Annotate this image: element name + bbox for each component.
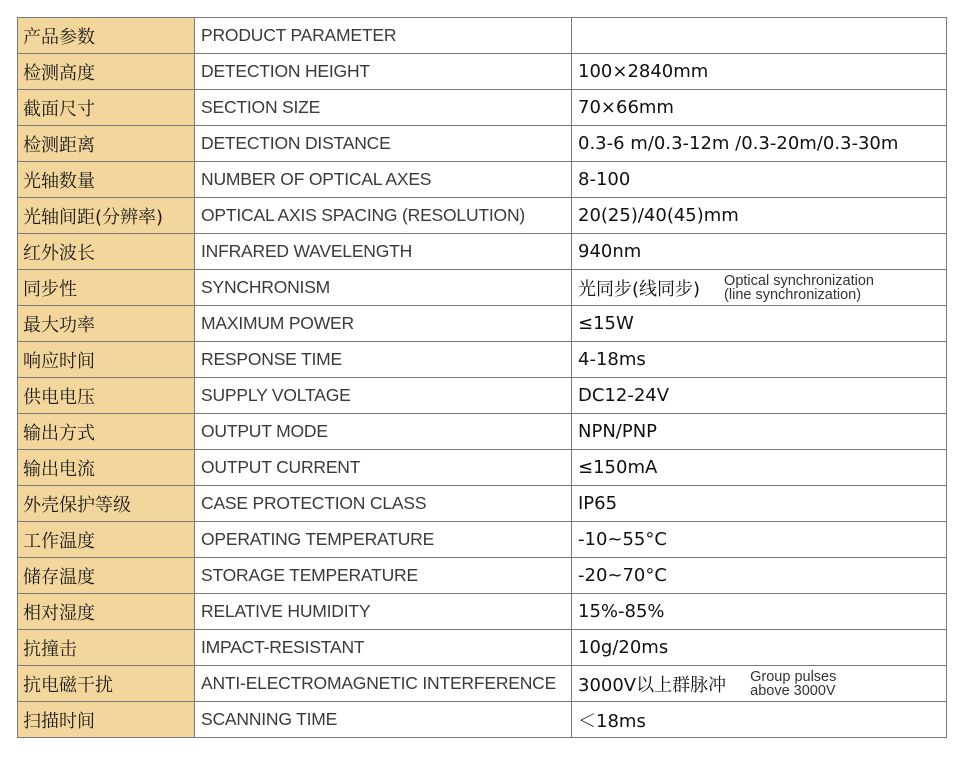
table-row	[18, 234, 947, 270]
param-en: IMPACT-RESISTANT	[195, 630, 572, 666]
table-row	[18, 162, 947, 198]
param-value: -20~70°C	[572, 558, 947, 594]
param-en: STORAGE TEMPERATURE	[195, 558, 572, 594]
param-en: MAXIMUM POWER	[195, 306, 572, 342]
param-value: ≤150mA	[572, 450, 947, 486]
param-en: DETECTION DISTANCE	[195, 126, 572, 162]
param-cn: 抗撞击	[18, 630, 195, 666]
param-cn: 检测距离	[18, 126, 195, 162]
param-en: INFRARED WAVELENGTH	[195, 234, 572, 270]
table-row	[18, 558, 947, 594]
param-value: 0.3-6 m/0.3-12m /0.3-20m/0.3-30m	[572, 126, 947, 162]
param-en: OPERATING TEMPERATURE	[195, 522, 572, 558]
param-value: 15%-85%	[572, 594, 947, 630]
param-cn: 检测高度	[18, 54, 195, 90]
param-value	[572, 270, 947, 306]
table-row	[18, 90, 947, 126]
note-line: (line synchronization)	[724, 286, 862, 303]
param-cn: 同步性	[18, 270, 195, 306]
param-cn: 光轴间距(分辨率)	[18, 198, 195, 234]
table-row	[18, 126, 947, 162]
table-row	[18, 54, 947, 90]
param-value: ≤15W	[572, 306, 947, 342]
param-en: ANTI-ELECTROMAGNETIC INTERFERENCE	[195, 666, 572, 702]
note-line: above 3000V	[750, 682, 836, 699]
param-value: 100×2840mm	[572, 54, 947, 90]
param-cn: 光轴数量	[18, 162, 195, 198]
note-line: Group pulses	[750, 668, 837, 685]
param-en: NUMBER OF OPTICAL AXES	[195, 162, 572, 198]
param-value: DC12-24V	[572, 378, 947, 414]
table-row	[18, 702, 947, 738]
param-en: SCANNING TIME	[195, 702, 572, 738]
param-value: 10g/20ms	[572, 630, 947, 666]
table-row	[18, 198, 947, 234]
table-row	[18, 666, 947, 702]
param-cn: 抗电磁干扰	[18, 666, 195, 702]
table-row	[18, 414, 947, 450]
param-value: 940nm	[572, 234, 947, 270]
param-cn: 最大功率	[18, 306, 195, 342]
param-value	[572, 666, 947, 702]
param-value: ＜18ms	[572, 702, 947, 738]
param-en: OUTPUT MODE	[195, 414, 572, 450]
param-cn: 输出电流	[18, 450, 195, 486]
spec-table	[17, 17, 947, 738]
param-en: DETECTION HEIGHT	[195, 54, 572, 90]
param-value: 70×66mm	[572, 90, 947, 126]
table-row	[18, 486, 947, 522]
param-en: RESPONSE TIME	[195, 342, 572, 378]
param-cn: 工作温度	[18, 522, 195, 558]
param-value: 20(25)/40(45)mm	[572, 198, 947, 234]
table-row	[18, 270, 947, 306]
param-value: IP65	[572, 486, 947, 522]
param-en: OUTPUT CURRENT	[195, 450, 572, 486]
table-row	[18, 378, 947, 414]
param-cn: 截面尺寸	[18, 90, 195, 126]
value-note	[724, 274, 874, 302]
param-en: CASE PROTECTION CLASS	[195, 486, 572, 522]
table-row	[18, 594, 947, 630]
param-cn: 相对湿度	[18, 594, 195, 630]
param-en: SECTION SIZE	[195, 90, 572, 126]
param-value: 4-18ms	[572, 342, 947, 378]
param-cn: 储存温度	[18, 558, 195, 594]
note-line: Optical synchronization	[724, 272, 874, 289]
param-value: NPN/PNP	[572, 414, 947, 450]
param-en: OPTICAL AXIS SPACING (RESOLUTION)	[195, 198, 572, 234]
param-en: RELATIVE HUMIDITY	[195, 594, 572, 630]
param-value: -10~55°C	[572, 522, 947, 558]
param-cn: 红外波长	[18, 234, 195, 270]
param-cn: 响应时间	[18, 342, 195, 378]
param-cn: 输出方式	[18, 414, 195, 450]
param-cn: 外壳保护等级	[18, 486, 195, 522]
param-cn: 产品参数	[18, 18, 195, 54]
table-row	[18, 450, 947, 486]
param-value: 8-100	[572, 162, 947, 198]
table-row	[18, 18, 947, 54]
param-en: PRODUCT PARAMETER	[195, 18, 572, 54]
table-row	[18, 522, 947, 558]
value-note	[750, 670, 836, 698]
param-value	[572, 18, 947, 54]
table-row	[18, 306, 947, 342]
value-main: 光同步(线同步)	[578, 278, 701, 300]
table-row	[18, 342, 947, 378]
param-en: SUPPLY VOLTAGE	[195, 378, 572, 414]
value-main: 3000V以上群脉冲	[578, 674, 727, 696]
param-en: SYNCHRONISM	[195, 270, 572, 306]
table-row	[18, 630, 947, 666]
param-cn: 供电电压	[18, 378, 195, 414]
param-cn: 扫描时间	[18, 702, 195, 738]
